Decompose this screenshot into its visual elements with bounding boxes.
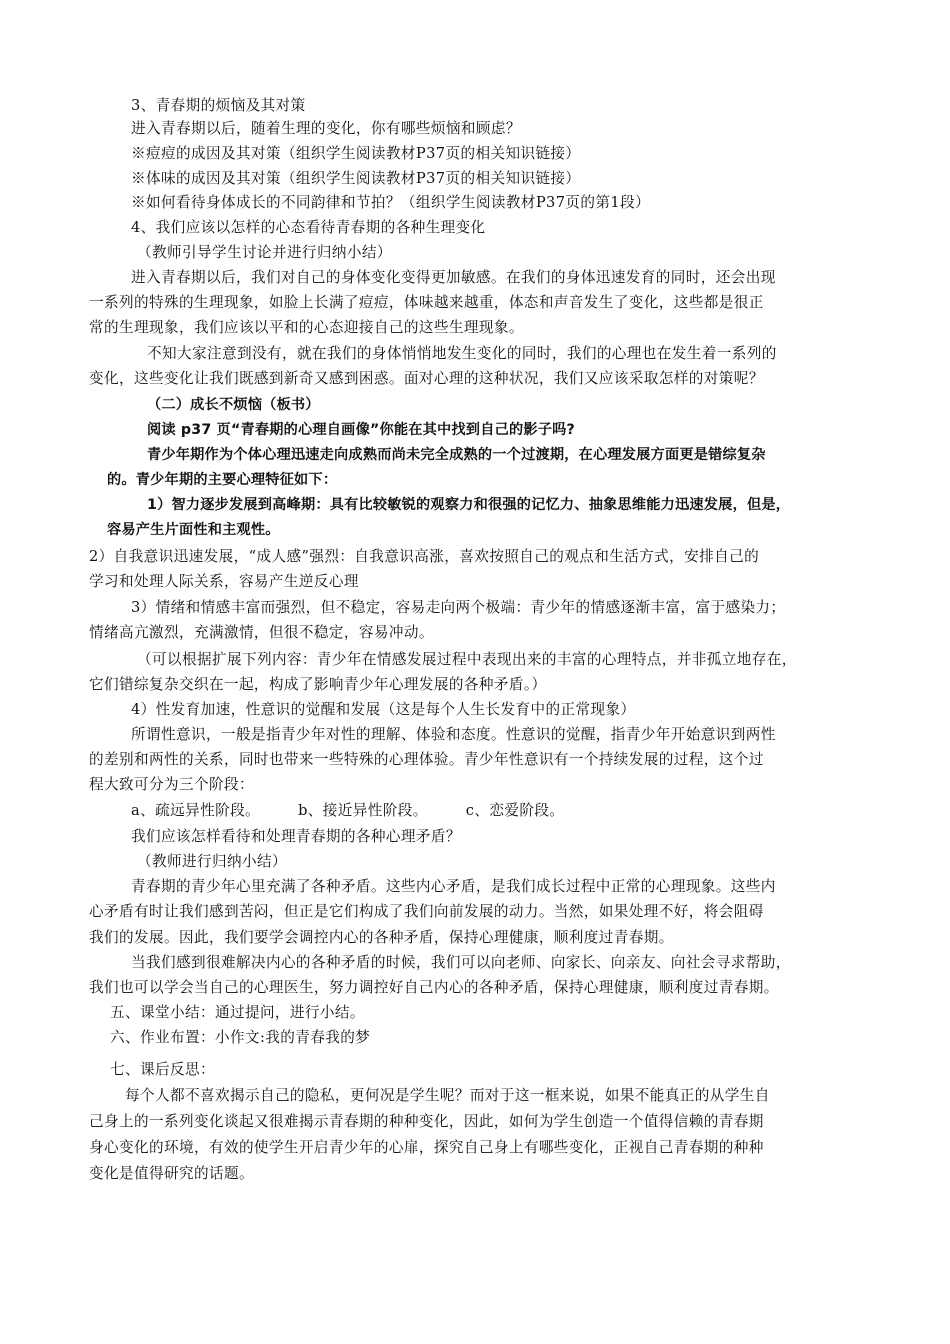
stage-b: b、接近异性阶段。 bbox=[298, 802, 428, 819]
text-line: 容易产生片面性和主观性。 bbox=[107, 522, 280, 538]
text-line: 我们的发展。因此，我们要学会调控内心的各种矛盾，保持心理健康，顺利度过青春期。 bbox=[89, 929, 674, 946]
section-heading: 4、我们应该以怎样的心态看待青春期的各种生理变化 bbox=[131, 219, 486, 236]
text-line: 一系列的特殊的生理现象，如脸上长满了痘痘，体味越来越重，体态和声音发生了变化，这些都是很正 bbox=[89, 294, 764, 311]
text-line: 变化是值得研究的话题。 bbox=[89, 1165, 254, 1182]
text-line: 当我们感到很难解决内心的各种矛盾的时候，我们可以向老师、向家长、向亲友、向社会寻求帮助， bbox=[131, 954, 791, 971]
text-line: 它们错综复杂交织在一起，构成了影响青少年心理发展的各种矛盾。） bbox=[89, 676, 547, 693]
text-line: ※如何看待身体成长的不同韵律和节拍？（组织学生阅读教材P37页的第1段） bbox=[131, 194, 651, 211]
text-line: 所谓性意识，一般是指青少年对性的理解、体验和态度。性意识的觉醒，指青少年开始意识到两性 bbox=[131, 726, 776, 743]
text-line: 青少年期作为个体心理迅速走向成熟而尚未完全成熟的一个过渡期，在心理发展方面更是错综复杂 bbox=[147, 447, 766, 463]
stage-a: a、疏远异性阶段。 bbox=[131, 802, 261, 819]
text-line: 我们应该怎样看待和处理青春期的各种心理矛盾？ bbox=[131, 828, 461, 845]
stage-list bbox=[131, 800, 564, 822]
section-heading: 3、青春期的烦恼及其对策 bbox=[131, 97, 306, 114]
text-line: 进入青春期以后，我们对自己的身体变化变得更加敏感。在我们的身体迅速发育的同时，还会出现 bbox=[131, 269, 776, 286]
text-line: 变化，这些变化让我们既感到新奇又感到困惑。面对心理的这种状况，我们又应该采取怎样的对策呢？ bbox=[89, 370, 764, 387]
text-line: 4）性发育加速，性意识的觉醒和发展（这是每个人生长发育中的正常现象） bbox=[131, 701, 636, 718]
text-line: 身心变化的环境，有效的使学生开启青少年的心扉，探究自己身上有哪些变化，正视自己青春期的种种 bbox=[89, 1139, 764, 1156]
text-line: （教师进行归纳小结） bbox=[137, 853, 287, 870]
text-line: 进入青春期以后，随着生理的变化，你有哪些烦恼和顾虑？ bbox=[131, 120, 521, 137]
section-heading: 六、作业布置：小作文:我的青春我的梦 bbox=[110, 1029, 371, 1046]
text-line: （教师引导学生讨论并进行归纳小结） bbox=[137, 244, 392, 261]
text-line: 学习和处理人际关系，容易产生逆反心理 bbox=[89, 573, 359, 590]
text-line: 常的生理现象，我们应该以平和的心态迎接自己的这些生理现象。 bbox=[89, 319, 524, 336]
text-line: ※体味的成因及其对策（组织学生阅读教材P37页的相关知识链接） bbox=[131, 170, 581, 187]
text-line: 3）情绪和情感丰富而强烈，但不稳定，容易走向两个极端：青少年的情感逐渐丰富，富于感染力； bbox=[131, 599, 786, 616]
text-line: 情绪高亢激烈，充满激情，但很不稳定，容易冲动。 bbox=[89, 624, 434, 641]
text-line: 阅读 p37 页“青春期的心理自画像”你能在其中找到自己的影子吗? bbox=[147, 422, 575, 438]
board-heading: （二）成长不烦恼（板书） bbox=[147, 397, 320, 413]
text-line: 青春期的青少年心里充满了各种矛盾。这些内心矛盾，是我们成长过程中正常的心理现象。这些内 bbox=[131, 878, 776, 895]
text-line: 心矛盾有时让我们感到苦闷，但正是它们构成了我们向前发展的动力。当然，如果处理不好，将会阻碍 bbox=[89, 903, 764, 920]
text-line: 2）自我意识迅速发展，“成人感”强烈：自我意识高涨，喜欢按照自己的观点和生活方式，安排自己的 bbox=[89, 548, 760, 565]
text-line: ※痘痘的成因及其对策（组织学生阅读教材P37页的相关知识链接） bbox=[131, 145, 581, 162]
text-line: 我们也可以学会当自己的心理医生，努力调控好自己内心的各种矛盾，保持心理健康，顺利度过青春期。 bbox=[89, 979, 779, 996]
text-line: 每个人都不喜欢揭示自己的隐私，更何况是学生呢？而对于这一框来说，如果不能真正的从学生自 bbox=[125, 1087, 770, 1104]
text-line: 1）智力逐步发展到高峰期：具有比较敏锐的观察力和很强的记忆力、抽象思维能力迅速发展，但是， bbox=[147, 497, 791, 513]
text-line: 不知大家注意到没有，就在我们的身体悄悄地发生变化的同时，我们的心理也在发生着一系列的 bbox=[147, 345, 777, 362]
text-line: 己身上的一系列变化谈起又很难揭示青春期的种种变化，因此，如何为学生创造一个值得信赖的青春期 bbox=[89, 1113, 764, 1130]
text-line: （可以根据扩展下列内容：青少年在情感发展过程中表现出来的丰富的心理特点，并非孤立地存在， bbox=[137, 651, 797, 668]
text-line: 程大致可分为三个阶段： bbox=[89, 776, 254, 793]
stage-c: c、恋爱阶段。 bbox=[465, 802, 565, 819]
section-heading: 七、课后反思： bbox=[110, 1061, 215, 1078]
text-line: 的差别和两性的关系，同时也带来一些特殊的心理体验。青少年性意识有一个持续发展的过程，这个过 bbox=[89, 751, 764, 768]
section-heading: 五、课堂小结：通过提问，进行小结。 bbox=[110, 1004, 365, 1021]
text-line: 的。青少年期的主要心理特征如下： bbox=[107, 472, 338, 488]
